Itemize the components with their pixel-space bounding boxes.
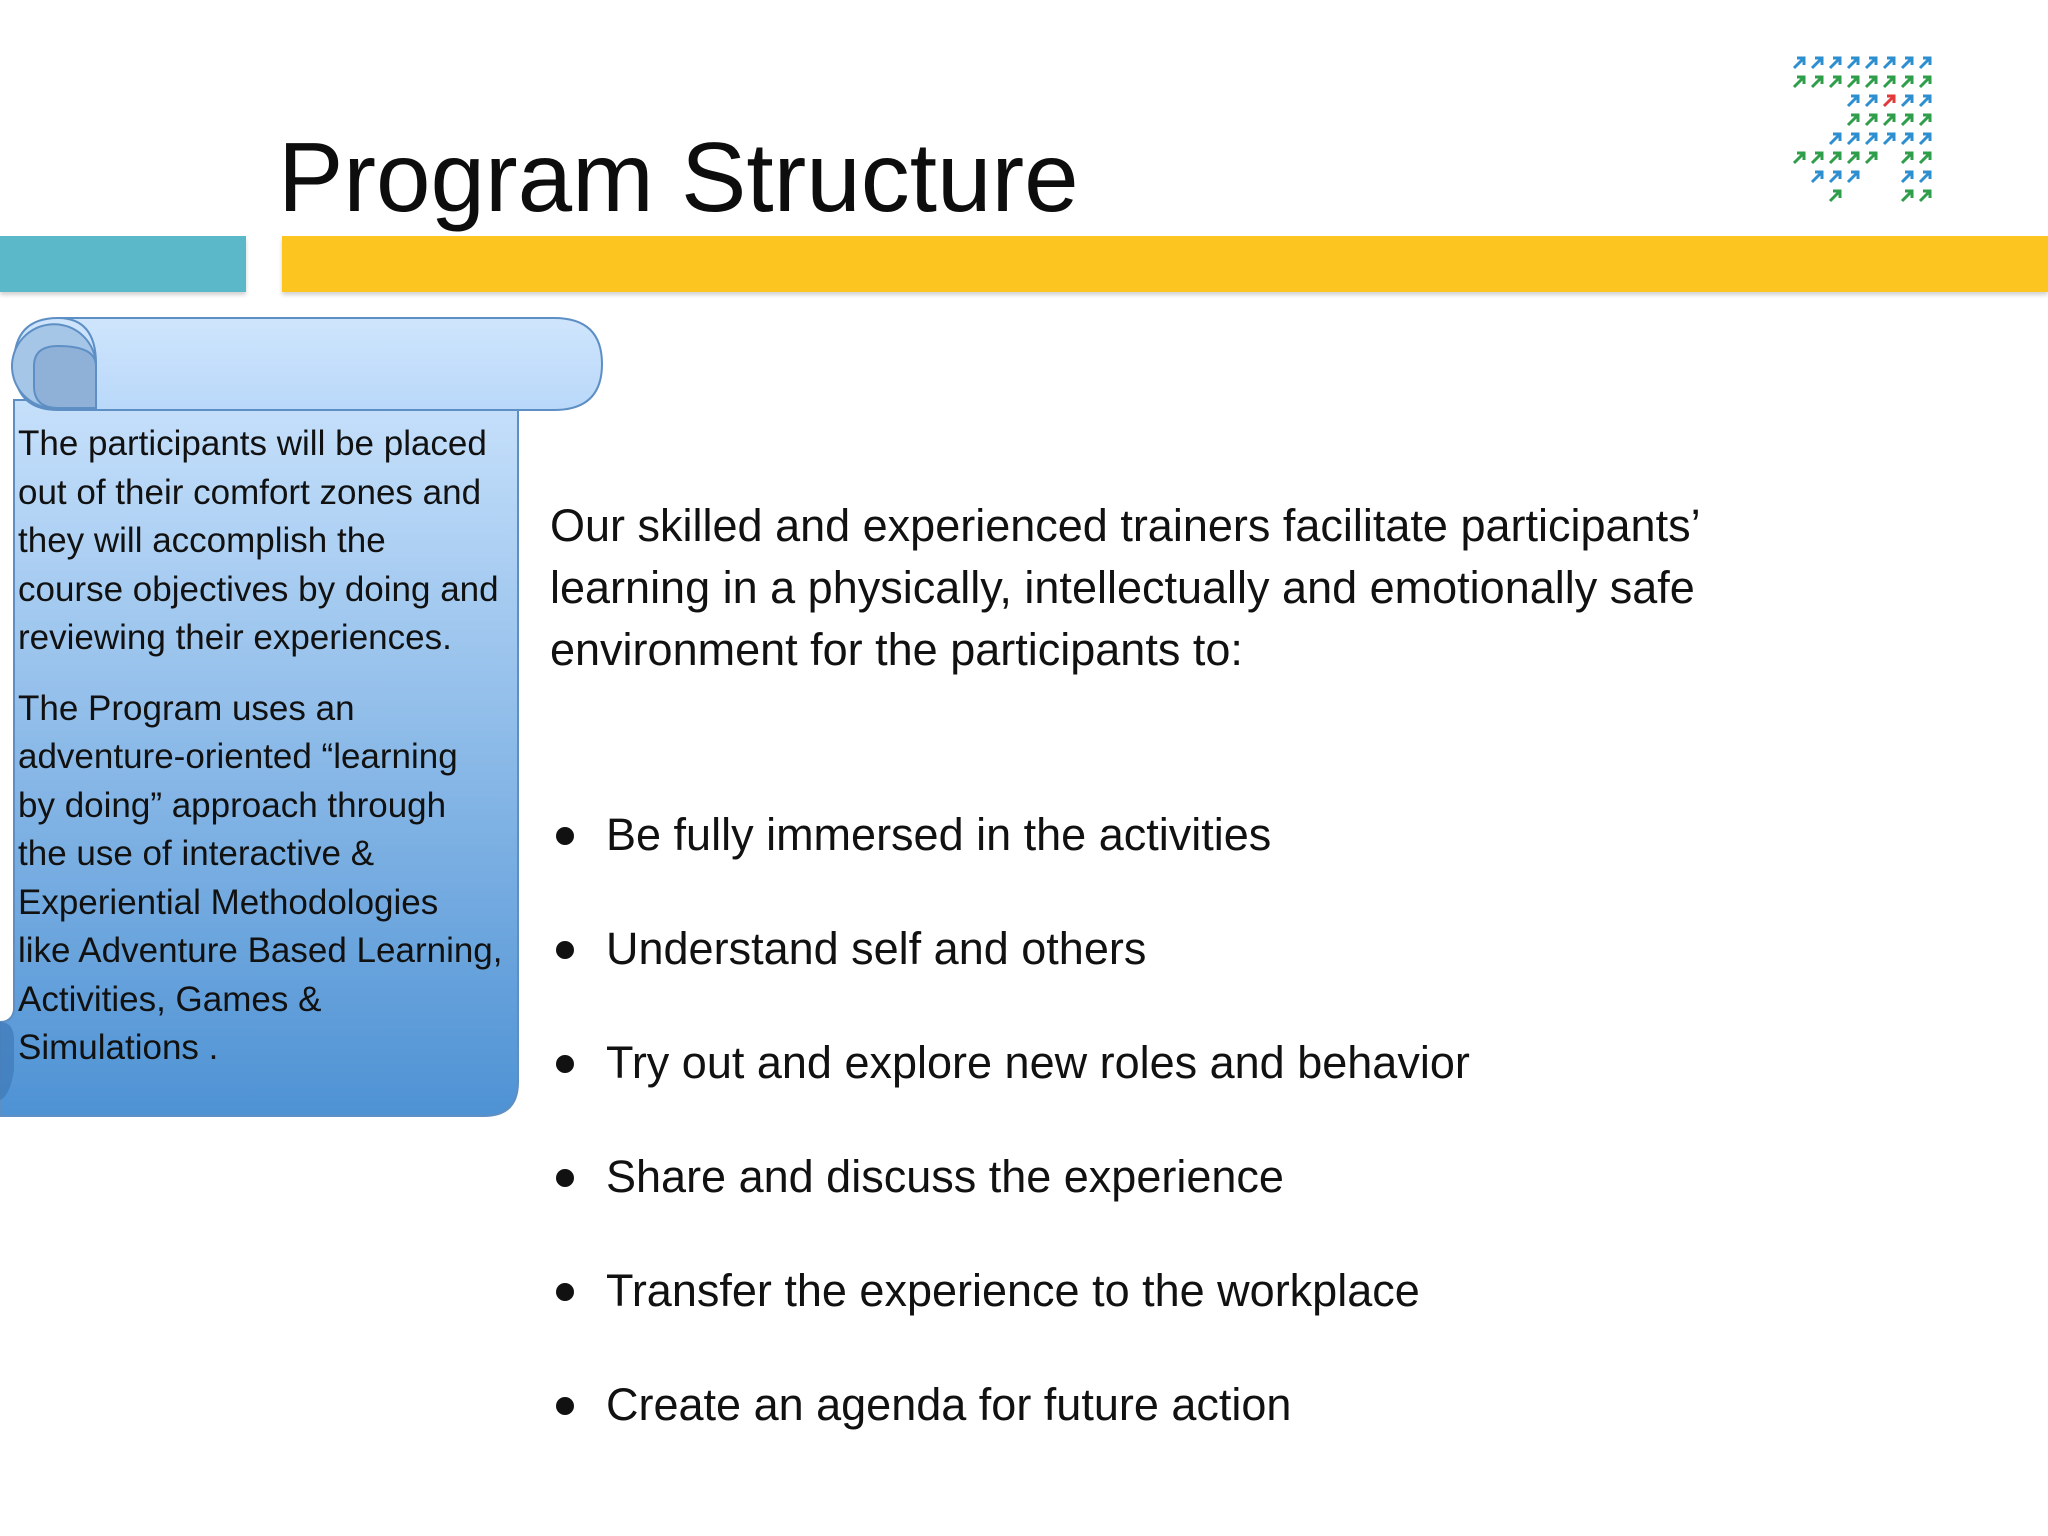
logo-arrow-mark bbox=[1812, 153, 1822, 163]
logo-arrow-mark bbox=[1902, 172, 1912, 182]
logo-arrow-mark bbox=[1884, 96, 1894, 106]
intro-line: Our skilled and experienced trainers facilitate participants’ bbox=[550, 500, 1701, 551]
logo-arrow-mark bbox=[1830, 134, 1840, 144]
logo-arrow-mark bbox=[1794, 77, 1804, 87]
page-title: Program Structure bbox=[278, 122, 1079, 232]
logo-arrow-mark bbox=[1902, 153, 1912, 163]
logo-arrow-mark bbox=[1848, 115, 1858, 125]
logo-arrow-mark bbox=[1830, 77, 1840, 87]
bullet-text: Be fully immersed in the activities bbox=[606, 809, 1272, 860]
logo-arrow-mark bbox=[1866, 134, 1876, 144]
scroll-line: The participants will be placed bbox=[18, 424, 487, 463]
logo-arrow-mark bbox=[1830, 172, 1840, 182]
logo-arrow-mark bbox=[1884, 115, 1894, 125]
logo-arrow-mark bbox=[1902, 77, 1912, 87]
scroll-line: reviewing their experiences. bbox=[18, 618, 452, 657]
scroll-line: Experiential Methodologies bbox=[18, 882, 439, 922]
arrow-grid-logo-icon bbox=[1790, 50, 1944, 210]
logo-arrow-mark bbox=[1794, 153, 1804, 163]
logo-arrow-mark bbox=[1866, 153, 1876, 163]
logo-arrow-mark bbox=[1812, 172, 1822, 182]
logo-arrow-mark bbox=[1848, 58, 1858, 68]
bullet-dot-icon bbox=[556, 1055, 574, 1073]
logo-arrow-mark bbox=[1830, 58, 1840, 68]
logo-arrow-mark bbox=[1884, 77, 1894, 87]
logo-arrow-mark bbox=[1920, 115, 1930, 125]
bullet-dot-icon bbox=[556, 1169, 574, 1187]
intro-line: environment for the participants to: bbox=[550, 624, 1243, 675]
scroll-line: course objectives by doing and bbox=[18, 569, 499, 609]
bullet-text: Understand self and others bbox=[606, 923, 1147, 974]
logo-arrow-mark bbox=[1902, 96, 1912, 106]
logo-arrow-mark bbox=[1902, 191, 1912, 201]
logo-arrow-mark bbox=[1884, 58, 1894, 68]
logo-arrow-mark bbox=[1920, 134, 1930, 144]
scroll-line: by doing” approach through bbox=[18, 785, 447, 825]
scroll-text-block bbox=[18, 420, 528, 1073]
scroll-paragraph-1 bbox=[18, 420, 528, 663]
bullet-text: Create an agenda for future action bbox=[606, 1379, 1292, 1430]
bullet-text: Try out and explore new roles and behavior bbox=[606, 1037, 1470, 1088]
bullet-item bbox=[550, 800, 1470, 914]
scroll-line: they will accomplish the bbox=[18, 521, 386, 560]
bullet-item bbox=[550, 1028, 1470, 1142]
logo-arrow-mark bbox=[1920, 191, 1930, 201]
logo-arrow-mark bbox=[1812, 58, 1822, 68]
teal-accent-bar bbox=[0, 236, 246, 292]
logo-arrow-mark bbox=[1848, 172, 1858, 182]
scroll-line: The Program uses an bbox=[18, 688, 355, 728]
logo-arrow-mark bbox=[1920, 172, 1930, 182]
logo-arrow-mark bbox=[1866, 96, 1876, 106]
logo-arrow-mark bbox=[1830, 153, 1840, 163]
logo-arrow-mark bbox=[1812, 77, 1822, 87]
logo-arrow-mark bbox=[1830, 191, 1840, 201]
logo-arrow-mark bbox=[1866, 115, 1876, 125]
logo-arrow-mark bbox=[1884, 134, 1894, 144]
scroll-line: the use of interactive & bbox=[18, 834, 375, 873]
logo-arrow-mark bbox=[1902, 58, 1912, 68]
scroll-paragraph-2 bbox=[18, 685, 528, 1073]
logo-arrow-mark bbox=[1902, 115, 1912, 125]
bullet-dot-icon bbox=[556, 1283, 574, 1301]
logo-arrow-mark bbox=[1848, 77, 1858, 87]
bullet-item bbox=[550, 914, 1470, 1028]
logo-arrow-mark bbox=[1848, 134, 1858, 144]
bullet-item bbox=[550, 1370, 1470, 1484]
logo-arrow-mark bbox=[1920, 77, 1930, 87]
bullet-text: Transfer the experience to the workplace bbox=[606, 1265, 1420, 1316]
intro-paragraph bbox=[550, 495, 1950, 681]
scroll-line: adventure-oriented “learning bbox=[18, 737, 458, 776]
logo-arrow-mark bbox=[1848, 153, 1858, 163]
logo-arrow-mark bbox=[1794, 58, 1804, 68]
scroll-line: out of their comfort zones and bbox=[18, 472, 482, 512]
bullet-dot-icon bbox=[556, 941, 574, 959]
scroll-line: Simulations . bbox=[18, 1028, 219, 1067]
scroll-line: like Adventure Based Learning, bbox=[18, 931, 503, 970]
logo-arrow-mark bbox=[1902, 134, 1912, 144]
logo-arrow-mark bbox=[1866, 77, 1876, 87]
logo-arrow-mark bbox=[1920, 153, 1930, 163]
bullet-item bbox=[550, 1142, 1470, 1256]
logo-arrow-mark bbox=[1920, 58, 1930, 68]
logo-arrow-mark bbox=[1920, 96, 1930, 106]
logo-arrow-mark bbox=[1848, 96, 1858, 106]
yellow-accent-bar bbox=[282, 236, 2048, 292]
bullet-dot-icon bbox=[556, 1397, 574, 1415]
bullet-dot-icon bbox=[556, 827, 574, 845]
bullet-item bbox=[550, 1256, 1470, 1370]
logo-arrow-mark bbox=[1866, 58, 1876, 68]
intro-line: learning in a physically, intellectually and emotionally safe bbox=[550, 562, 1695, 613]
scroll-line: Activities, Games & bbox=[18, 979, 322, 1019]
bullet-list bbox=[550, 800, 1470, 1484]
bullet-text: Share and discuss the experience bbox=[606, 1151, 1284, 1202]
